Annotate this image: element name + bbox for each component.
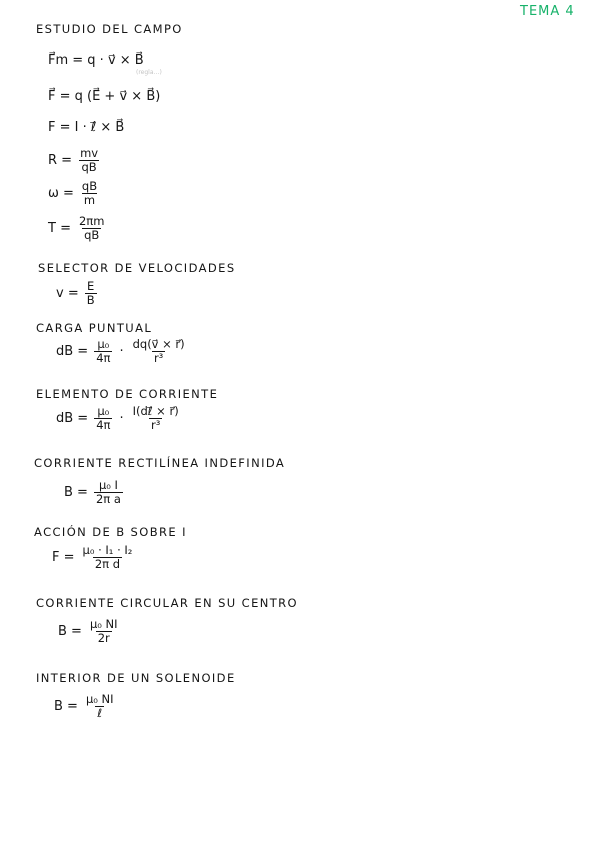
denominator: r³	[150, 418, 161, 432]
faint-annotation: (regla…)	[136, 69, 162, 76]
numerator: μ₀ · I₁ · I₂	[82, 543, 133, 557]
heading-action-b-on-i: ACCIÓN DE B SOBRE I	[34, 525, 187, 539]
formula-radius	[48, 147, 102, 174]
numerator: mv	[80, 146, 99, 160]
fraction	[84, 693, 116, 720]
formula-lhs: F =	[52, 550, 75, 565]
denominator: 2r	[97, 631, 110, 645]
formula-solenoid-field	[54, 693, 118, 720]
numerator: μ₀ NI	[85, 692, 114, 706]
fraction	[78, 147, 100, 174]
formula-force-between-wires	[52, 544, 136, 571]
multiplication-dot: ·	[119, 344, 124, 359]
heading-field-study: ESTUDIO DEL CAMPO	[36, 22, 183, 36]
multiplication-dot: ·	[119, 411, 124, 426]
formula-point-charge-field	[56, 338, 189, 365]
numerator: μ₀	[97, 404, 110, 418]
denominator: 2π a	[95, 492, 121, 506]
formula-lhs: ω =	[48, 186, 74, 201]
formula-lhs: R =	[48, 153, 73, 168]
heading-solenoid: INTERIOR DE UN SOLENOIDE	[36, 671, 236, 685]
denominator: ℓ	[97, 706, 103, 720]
formula-period	[48, 215, 108, 242]
topic-tag: TEMA 4	[520, 4, 575, 19]
numerator: μ₀	[97, 337, 110, 351]
fraction	[94, 479, 123, 506]
formula-lhs: B =	[64, 485, 88, 500]
denominator: m	[83, 193, 96, 207]
fraction	[85, 280, 97, 307]
numerator: qB	[81, 179, 98, 193]
denominator: 2π d	[94, 557, 121, 571]
denominator: 4π	[96, 351, 111, 365]
numerator: μ₀ I	[98, 478, 118, 492]
formula-lhs: dB =	[56, 344, 89, 359]
heading-velocity-selector: SELECTOR DE VELOCIDADES	[38, 261, 236, 275]
formula-lhs: dB =	[56, 411, 89, 426]
denominator: qB	[84, 228, 100, 242]
denominator: qB	[81, 160, 97, 174]
heading-current-element: ELEMENTO DE CORRIENTE	[36, 387, 219, 401]
formula-lhs: B =	[54, 699, 78, 714]
fraction	[131, 338, 187, 365]
numerator: 2πm	[78, 214, 105, 228]
formula-circular-current-field	[58, 618, 122, 645]
formula-lorentz-force: F⃗ = q (E⃗ + v⃗ × B⃗)	[48, 89, 161, 104]
formula-lhs: v =	[56, 286, 79, 301]
fraction	[94, 338, 112, 365]
fraction	[88, 618, 120, 645]
formula-angular-velocity	[48, 180, 101, 207]
heading-circular-current: CORRIENTE CIRCULAR EN SU CENTRO	[36, 596, 299, 610]
formula-magnetic-force-charge: F⃗m = q · v⃗ × B⃗	[48, 53, 144, 68]
heading-point-charge: CARGA PUNTUAL	[36, 321, 153, 335]
formula-lhs: B =	[58, 624, 82, 639]
numerator: μ₀ NI	[89, 617, 118, 631]
heading-straight-wire: CORRIENTE RECTILÍNEA INDEFINIDA	[34, 456, 286, 470]
fraction	[81, 544, 135, 571]
numerator: I(dℓ⃗ × r⃗)	[132, 404, 179, 418]
fraction	[80, 180, 99, 207]
denominator: 4π	[96, 418, 111, 432]
denominator: B	[86, 293, 95, 307]
formula-straight-wire-field	[64, 479, 125, 506]
fraction	[94, 405, 112, 432]
fraction	[77, 215, 106, 242]
numerator: dq(v⃗ × r⃗)	[132, 337, 185, 351]
denominator: r³	[153, 351, 164, 365]
formula-selector-velocity	[56, 280, 99, 307]
numerator: E	[87, 279, 95, 293]
formula-lhs: T =	[48, 221, 71, 236]
formula-current-element-field	[56, 405, 183, 432]
formula-force-on-wire: F = I · ℓ⃗ × B⃗	[48, 120, 125, 135]
fraction	[131, 405, 181, 432]
